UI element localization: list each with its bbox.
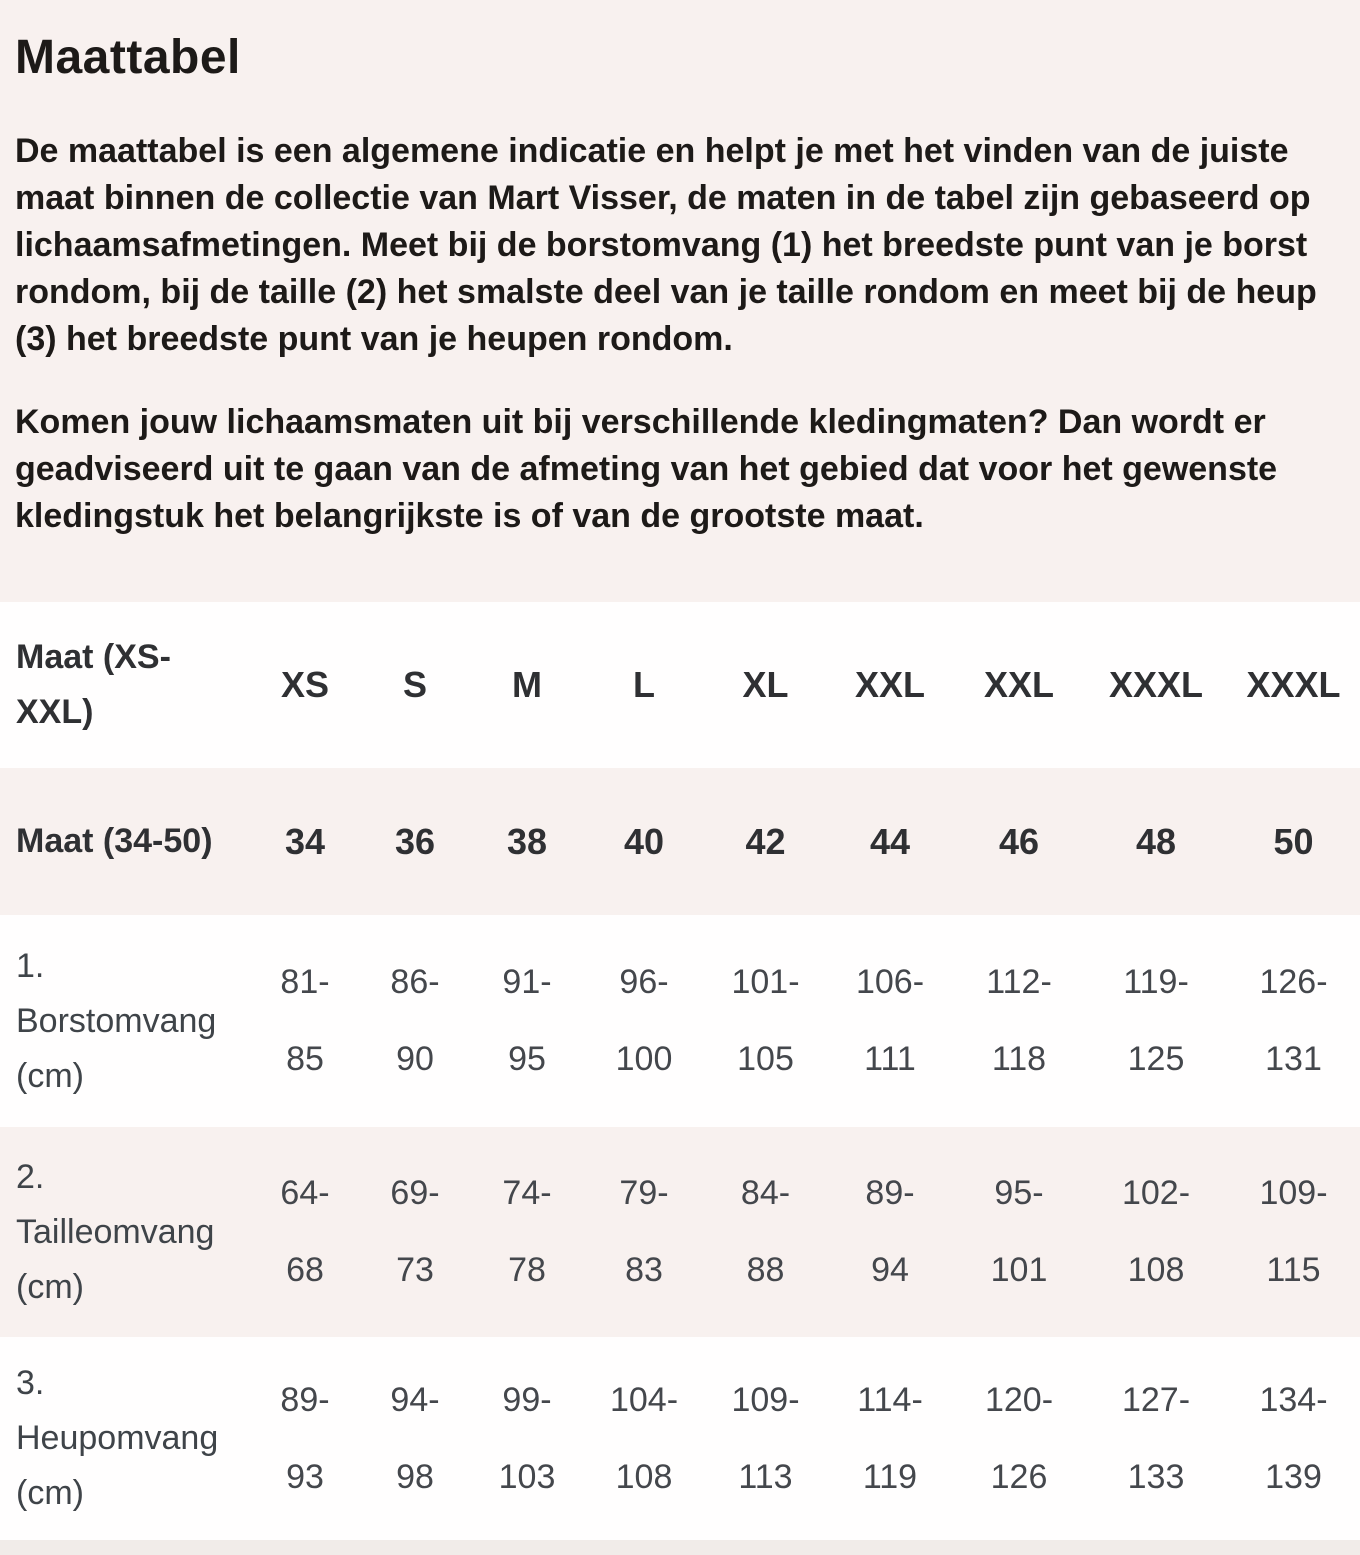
table-cell: M bbox=[512, 664, 542, 705]
table-cell: 40 bbox=[623, 820, 665, 862]
row-label: 3. Heupomvang (cm) bbox=[16, 1364, 219, 1512]
table-cell: 84- 88 bbox=[740, 1174, 791, 1289]
table-cell: 109- 113 bbox=[731, 1380, 800, 1496]
table-cell: S bbox=[402, 664, 427, 705]
size-table bbox=[0, 602, 1360, 1540]
table-cell: 119- 125 bbox=[1123, 963, 1189, 1078]
table-cell: 74- 78 bbox=[502, 1174, 552, 1289]
table-cell: 36 bbox=[394, 820, 436, 862]
table-cell: 99- 103 bbox=[498, 1380, 556, 1496]
intro-paragraph-1: De maattabel is een algemene indicatie en helpt je met het vinden van de juiste maat binnen de collectie van Mart Visser, de maten in de tabel zijn gebaseerd op lichaamsafmetingen. Meet bij de borstomvang (1) het breedste punt van je borst rondom, bij de taille (2) het smalste deel van je taille rondom en meet bij de heup (3) het breedste punt van je heupen rondom. bbox=[15, 132, 1317, 358]
page-title: Maattabel bbox=[15, 31, 241, 84]
table-cell: 86- 90 bbox=[390, 963, 440, 1078]
row-label: Maat (XS-XXL) bbox=[16, 638, 171, 731]
table-cell: 81- 85 bbox=[280, 963, 330, 1078]
table-cell: XXL bbox=[854, 664, 925, 705]
row-label: Maat (34-50) bbox=[16, 822, 213, 860]
table-cell: 120- 126 bbox=[984, 1380, 1054, 1496]
table-cell: L bbox=[633, 664, 655, 705]
table-cell: 64- 68 bbox=[280, 1174, 330, 1289]
table-cell: XXXL bbox=[1108, 664, 1204, 705]
table-cell: 94- 98 bbox=[390, 1380, 440, 1496]
table-cell: 44 bbox=[869, 820, 911, 862]
table-row bbox=[0, 1337, 1360, 1540]
table-cell: 96- 100 bbox=[615, 963, 673, 1078]
table-cell: 104- 108 bbox=[609, 1380, 679, 1496]
table-row bbox=[0, 1127, 1360, 1337]
table-cell: 127- 133 bbox=[1121, 1380, 1191, 1496]
table-cell: 114- 119 bbox=[857, 1380, 923, 1496]
table-cell: 34 bbox=[284, 820, 326, 862]
table-cell: 42 bbox=[745, 820, 786, 862]
table-cell: XL bbox=[742, 664, 789, 705]
table-cell: 102- 108 bbox=[1121, 1174, 1191, 1289]
table-cell: 112- 118 bbox=[986, 963, 1052, 1078]
table-row bbox=[0, 768, 1360, 915]
table-cell: 69- 73 bbox=[390, 1174, 440, 1289]
table-cell: 126- 131 bbox=[1259, 963, 1328, 1078]
table-cell: 89- 93 bbox=[280, 1380, 330, 1496]
table-cell: 95- 101 bbox=[990, 1174, 1048, 1289]
table-row bbox=[0, 602, 1360, 768]
partial-next-row bbox=[0, 1540, 1360, 1555]
table-cell: 48 bbox=[1135, 820, 1177, 862]
table-cell: XS bbox=[280, 664, 330, 705]
table-cell: 106- 111 bbox=[855, 963, 925, 1078]
table-cell: 50 bbox=[1273, 820, 1314, 862]
table-cell: 101- 105 bbox=[731, 963, 800, 1078]
table-row bbox=[0, 915, 1360, 1127]
table-cell: 79- 83 bbox=[619, 1174, 669, 1289]
intro-paragraph-2: Komen jouw lichaamsmaten uit bij verschillende kledingmaten? Dan wordt er geadviseerd uit te gaan van de afmeting van het gebied dat voor het gewenste kledingstuk het belangrijkste is of van de grootste maat. bbox=[15, 403, 1278, 535]
table-cell: 109- 115 bbox=[1259, 1174, 1328, 1289]
table-cell: XXL bbox=[983, 664, 1054, 705]
table-cell: 134- 139 bbox=[1259, 1380, 1328, 1496]
table-cell: 38 bbox=[506, 820, 548, 862]
table-cell: 89- 94 bbox=[865, 1174, 915, 1289]
row-label: 1. Borstomvang (cm) bbox=[16, 946, 217, 1095]
table-cell: 91- 95 bbox=[502, 963, 552, 1078]
row-label: 2. Tailleomvang (cm) bbox=[16, 1157, 215, 1306]
size-table-body bbox=[0, 602, 1360, 1540]
table-cell: XXXL bbox=[1246, 664, 1341, 705]
table-cell: 46 bbox=[998, 820, 1040, 862]
